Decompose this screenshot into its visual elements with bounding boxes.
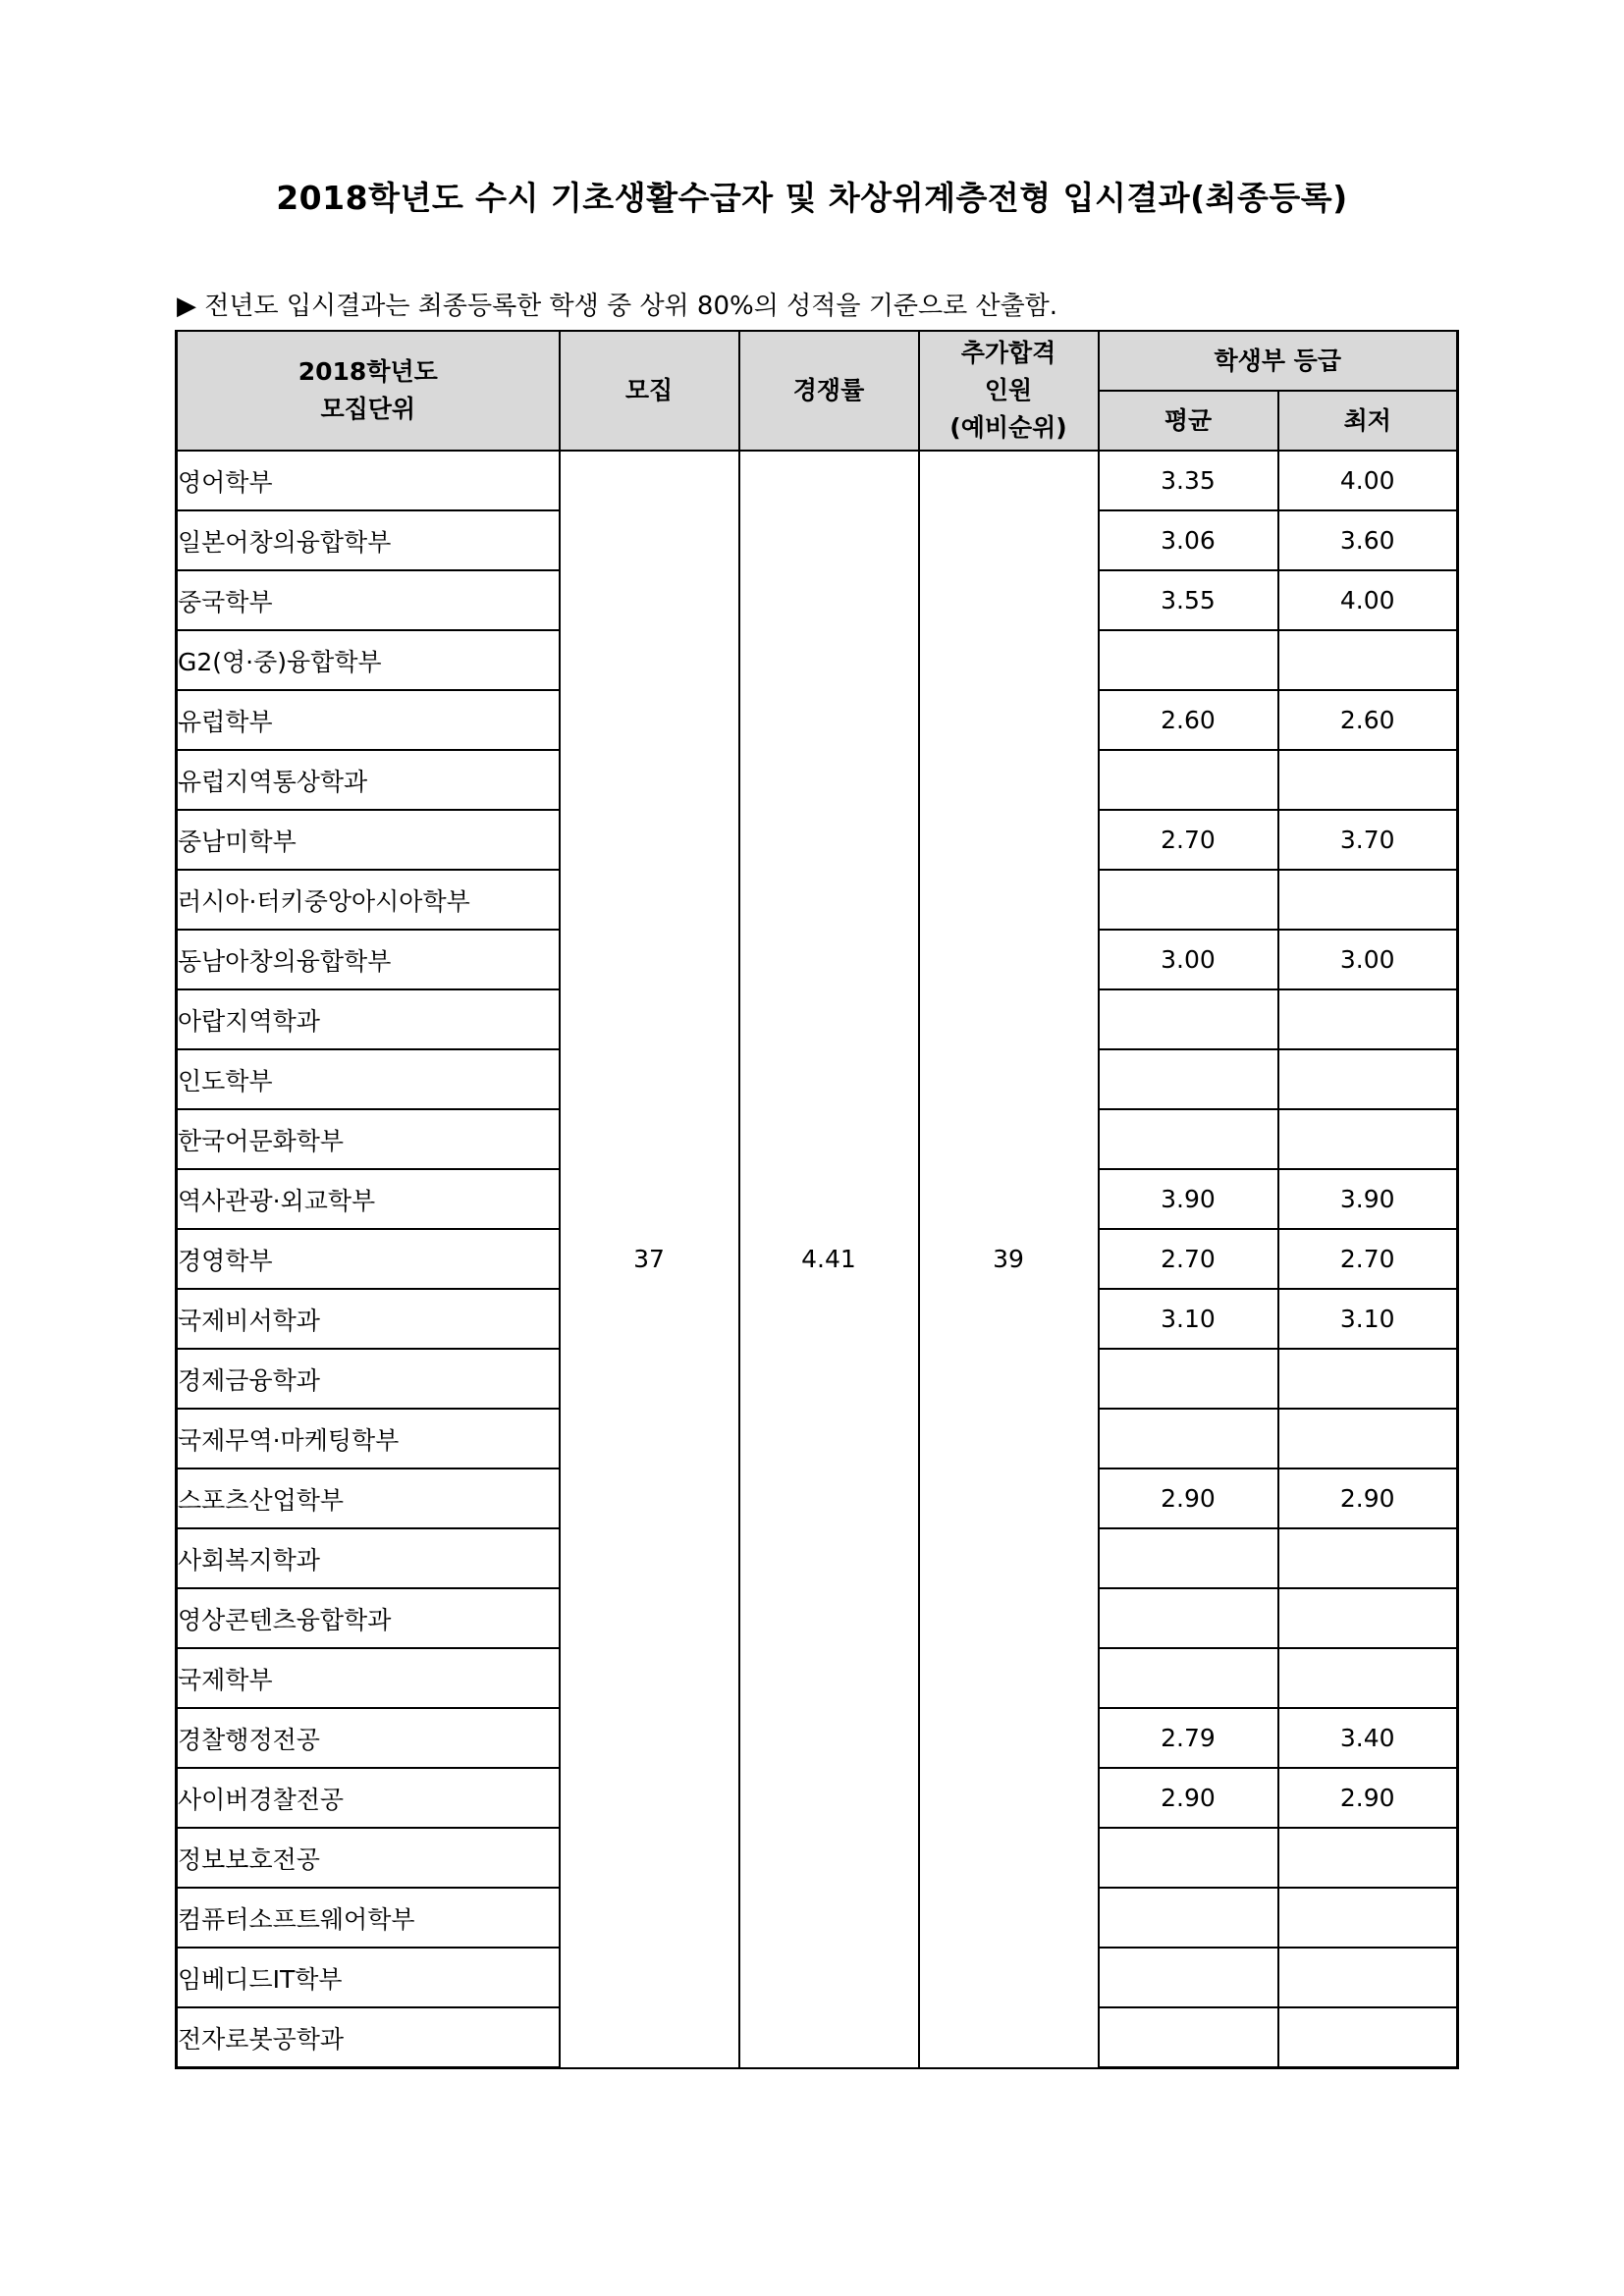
grade-avg-cell (1099, 1828, 1278, 1888)
unit-name-cell: 전자로봇공학과 (177, 2007, 560, 2068)
grade-avg-cell (1099, 1528, 1278, 1588)
grade-min-cell (1278, 1349, 1458, 1409)
grade-avg-cell (1099, 1349, 1278, 1409)
unit-name-cell: 인도학부 (177, 1049, 560, 1109)
grade-min-cell: 3.00 (1278, 930, 1458, 989)
grade-avg-cell (1099, 630, 1278, 690)
unit-name-cell: 경찰행정전공 (177, 1708, 560, 1768)
header-min: 최저 (1278, 391, 1458, 451)
grade-min-cell: 2.70 (1278, 1229, 1458, 1289)
grade-avg-cell (1099, 1409, 1278, 1468)
grade-avg-cell: 3.90 (1099, 1169, 1278, 1229)
grade-avg-cell (1099, 2007, 1278, 2068)
grade-min-cell (1278, 1648, 1458, 1708)
unit-name-cell: 한국어문화학부 (177, 1109, 560, 1169)
merged-competition-cell: 4.41 (739, 451, 919, 2068)
unit-name-cell: 정보보호전공 (177, 1828, 560, 1888)
grade-min-cell (1278, 1528, 1458, 1588)
header-extra-line1: 추가합격 (960, 339, 1056, 367)
header-extra-line2: 인원 (984, 376, 1033, 404)
header-unit-line2: 모집단위 (320, 395, 416, 423)
unit-name-cell: 경제금융학과 (177, 1349, 560, 1409)
grade-avg-cell (1099, 1049, 1278, 1109)
header-unit-line1: 2018학년도 (298, 357, 438, 386)
grade-avg-cell: 2.60 (1099, 690, 1278, 750)
grade-min-cell (1278, 630, 1458, 690)
header-extra (919, 331, 1099, 451)
grade-min-cell: 3.10 (1278, 1289, 1458, 1349)
grade-avg-cell (1099, 1588, 1278, 1648)
grade-avg-cell (1099, 870, 1278, 930)
grade-min-cell: 2.90 (1278, 1468, 1458, 1528)
note-text: ▶ 전년도 입시결과는 최종등록한 학생 중 상위 80%의 성적을 기준으로 산출함. (177, 292, 1058, 321)
unit-name-cell: 동남아창의융합학부 (177, 930, 560, 989)
grade-min-cell: 3.40 (1278, 1708, 1458, 1768)
grade-min-cell (1278, 1948, 1458, 2007)
unit-name-cell: 경영학부 (177, 1229, 560, 1289)
unit-name-cell: 일본어창의융합학부 (177, 510, 560, 570)
grade-min-cell: 4.00 (1278, 570, 1458, 630)
grade-min-cell: 4.00 (1278, 451, 1458, 510)
unit-name-cell: 유럽지역통상학과 (177, 750, 560, 810)
header-grade: 학생부 등급 (1099, 331, 1458, 391)
grade-min-cell (1278, 1888, 1458, 1948)
unit-name-cell: G2(영·중)융합학부 (177, 630, 560, 690)
grade-avg-cell: 2.79 (1099, 1708, 1278, 1768)
grade-min-cell (1278, 2007, 1458, 2068)
unit-name-cell: 사이버경찰전공 (177, 1768, 560, 1828)
grade-min-cell (1278, 1109, 1458, 1169)
grade-min-cell (1278, 1828, 1458, 1888)
unit-name-cell: 유럽학부 (177, 690, 560, 750)
grade-min-cell (1278, 1049, 1458, 1109)
grade-avg-cell: 3.00 (1099, 930, 1278, 989)
grade-avg-cell: 3.10 (1099, 1289, 1278, 1349)
grade-min-cell: 2.90 (1278, 1768, 1458, 1828)
unit-name-cell: 역사관광·외교학부 (177, 1169, 560, 1229)
unit-name-cell: 임베디드IT학부 (177, 1948, 560, 2007)
unit-name-cell: 아랍지역학과 (177, 989, 560, 1049)
unit-name-cell: 국제무역·마케팅학부 (177, 1409, 560, 1468)
unit-name-cell: 영어학부 (177, 451, 560, 510)
unit-name-cell: 국제학부 (177, 1648, 560, 1708)
grade-avg-cell: 2.90 (1099, 1468, 1278, 1528)
unit-name-cell: 중남미학부 (177, 810, 560, 870)
table-row (177, 451, 1458, 510)
page-title: 2018학년도 수시 기초생활수급자 및 차상위계층전형 입시결과(최종등록) (276, 179, 1348, 217)
grade-min-cell (1278, 750, 1458, 810)
grade-avg-cell (1099, 1948, 1278, 2007)
merged-recruit-cell: 37 (560, 451, 739, 2068)
grade-min-cell (1278, 1588, 1458, 1648)
unit-name-cell: 국제비서학과 (177, 1289, 560, 1349)
grade-avg-cell (1099, 989, 1278, 1049)
grade-avg-cell: 3.35 (1099, 451, 1278, 510)
unit-name-cell: 컴퓨터소프트웨어학부 (177, 1888, 560, 1948)
header-avg: 평균 (1099, 391, 1278, 451)
grade-avg-cell: 2.70 (1099, 1229, 1278, 1289)
unit-name-cell: 영상콘텐츠융합학과 (177, 1588, 560, 1648)
grade-min-cell (1278, 989, 1458, 1049)
grade-avg-cell (1099, 750, 1278, 810)
grade-avg-cell (1099, 1648, 1278, 1708)
unit-name-cell: 사회복지학과 (177, 1528, 560, 1588)
grade-avg-cell: 2.90 (1099, 1768, 1278, 1828)
grade-avg-cell: 3.55 (1099, 570, 1278, 630)
header-unit (177, 331, 560, 451)
grade-min-cell: 3.60 (1278, 510, 1458, 570)
header-recruit: 모집 (560, 331, 739, 451)
grade-min-cell: 3.90 (1278, 1169, 1458, 1229)
grade-min-cell: 3.70 (1278, 810, 1458, 870)
header-competition: 경쟁률 (739, 331, 919, 451)
unit-name-cell: 러시아·터키중앙아시아학부 (177, 870, 560, 930)
grade-avg-cell (1099, 1888, 1278, 1948)
merged-extra-cell: 39 (919, 451, 1099, 2068)
unit-name-cell: 스포츠산업학부 (177, 1468, 560, 1528)
results-table (175, 330, 1459, 2069)
header-extra-line3: (예비순위) (949, 413, 1067, 442)
grade-min-cell (1278, 1409, 1458, 1468)
grade-avg-cell: 2.70 (1099, 810, 1278, 870)
grade-avg-cell (1099, 1109, 1278, 1169)
grade-min-cell (1278, 870, 1458, 930)
unit-name-cell: 중국학부 (177, 570, 560, 630)
grade-min-cell: 2.60 (1278, 690, 1458, 750)
grade-avg-cell: 3.06 (1099, 510, 1278, 570)
